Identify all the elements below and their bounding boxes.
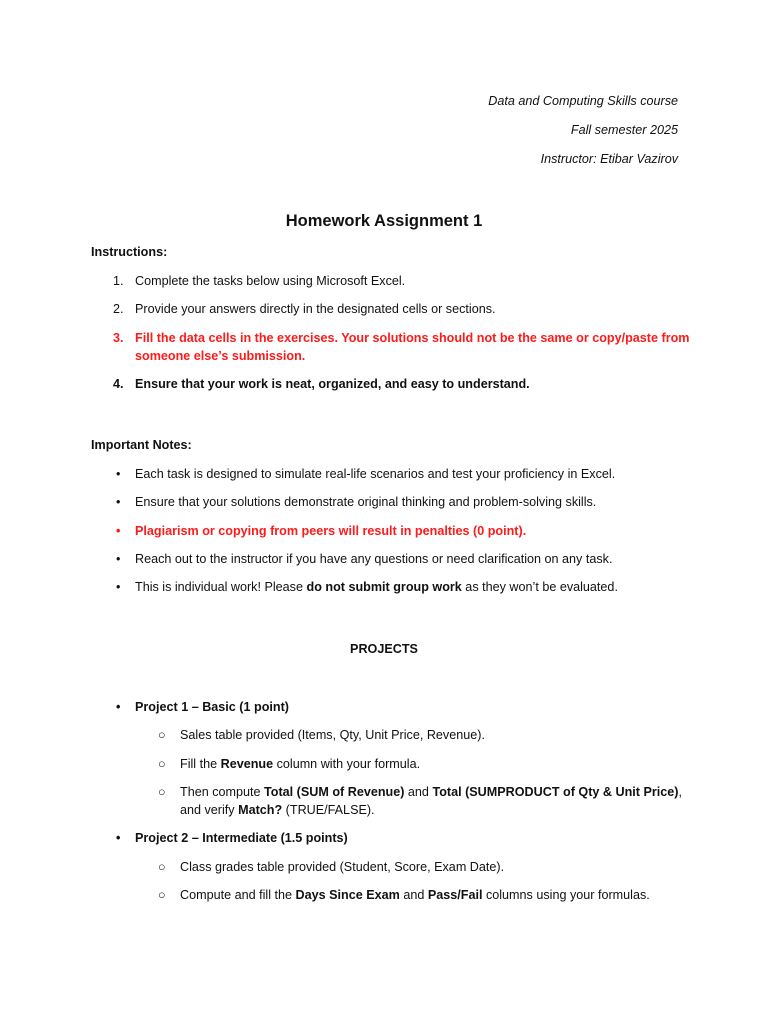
bullet: • [116, 467, 121, 481]
instructions-label: Instructions: [91, 245, 168, 259]
note-item [91, 493, 691, 511]
sub-text-bold: Revenue [220, 756, 274, 771]
note-text: Reach out to the instructor if you have any questions or need clarification on any task. [135, 551, 613, 566]
project-2-sub-item [91, 886, 691, 904]
projects-list [91, 698, 691, 914]
sub-text-bold: Total (SUMPRODUCT of Qty & Unit Price) [432, 784, 679, 799]
item-text: Fill the data cells in the exercises. Your solutions should not be the same or copy/paste from someone else’s submission. [135, 330, 690, 363]
project-title-text: Project 2 – Intermediate (1.5 points) [135, 831, 348, 846]
note-item [91, 550, 691, 568]
sub-text-mid: and [404, 784, 433, 799]
note-text-post: as they won’t be evaluated. [461, 580, 618, 594]
sub-text-bold: Days Since Exam [295, 887, 400, 902]
sub-text-mid: , and verify [180, 784, 682, 817]
item-number: 2. [113, 302, 124, 317]
course-header [488, 92, 678, 179]
sub-text-pre: Compute and fill the [180, 887, 296, 902]
projects-label: PROJECTS [350, 642, 418, 656]
note-text: Ensure that your solutions demonstrate original thinking and problem-solving skills. [135, 495, 597, 510]
bullet: • [116, 551, 121, 566]
instruction-item [91, 375, 691, 393]
item-number: 3. [113, 330, 124, 345]
sub-text-bold: Match? [238, 803, 283, 817]
course-name: Data and Computing Skills course [488, 94, 678, 108]
instruction-item-warning [91, 329, 691, 366]
sub-text-post: column with your formula. [273, 756, 421, 771]
notes-list [91, 465, 691, 606]
bullet: • [116, 523, 121, 538]
sub-text: Class grades table provided (Student, Score, Exam Date). [180, 859, 505, 874]
note-item [91, 465, 691, 483]
note-text-pre: This is individual work! Please [135, 580, 307, 594]
project-2-sub-item [91, 858, 691, 876]
item-number: 4. [113, 377, 124, 391]
circle-bullet: ○ [158, 728, 166, 743]
instruction-item [91, 300, 691, 318]
item-text: Ensure that your work is neat, organized, and easy to understand. [135, 377, 530, 391]
bullet: • [116, 831, 121, 846]
item-number: 1. [113, 274, 124, 288]
project-1-sub-item [91, 726, 691, 744]
document-title: Homework Assignment 1 [285, 212, 483, 230]
sub-text: Sales table provided (Items, Qty, Unit Price, Revenue). [180, 728, 485, 743]
project-title-text: Project 1 – Basic (1 point) [135, 700, 289, 714]
note-item-warning [91, 522, 691, 540]
instructions-list [91, 272, 691, 403]
project-2-title [91, 829, 691, 847]
semester: Fall semester 2025 [570, 123, 678, 137]
notes-label: Important Notes: [91, 438, 192, 452]
circle-bullet: ○ [158, 887, 166, 902]
sub-text-pre: Then compute [180, 784, 265, 799]
sub-text-post: columns using your formulas. [482, 887, 650, 902]
item-text: Complete the tasks below using Microsoft Excel. [135, 274, 406, 288]
instruction-item [91, 272, 691, 290]
bullet: • [116, 580, 121, 594]
item-text: Provide your answers directly in the designated cells or sections. [135, 302, 496, 317]
sub-text-bold: Pass/Fail [427, 887, 483, 902]
note-item [91, 578, 691, 596]
project-1-sub-item [91, 755, 691, 773]
project-1-sub-item [91, 783, 691, 820]
project-1-title [91, 698, 691, 716]
instructor: Instructor: Etibar Vazirov [540, 152, 678, 166]
sub-text-pre: Fill the [180, 756, 221, 771]
note-text: Plagiarism or copying from peers will result in penalties (0 point). [135, 523, 527, 538]
circle-bullet: ○ [158, 859, 166, 874]
note-text: Each task is designed to simulate real-life scenarios and test your proficiency in Excel. [135, 467, 616, 481]
sub-text-post: (TRUE/FALSE). [282, 803, 375, 817]
circle-bullet: ○ [158, 756, 166, 771]
sub-text-bold: Total (SUM of Revenue) [264, 784, 405, 799]
bullet: • [116, 700, 121, 714]
bullet: • [116, 495, 121, 510]
note-text-bold: do not submit group work [306, 580, 462, 594]
sub-text-mid: and [399, 887, 428, 902]
circle-bullet: ○ [158, 784, 166, 799]
